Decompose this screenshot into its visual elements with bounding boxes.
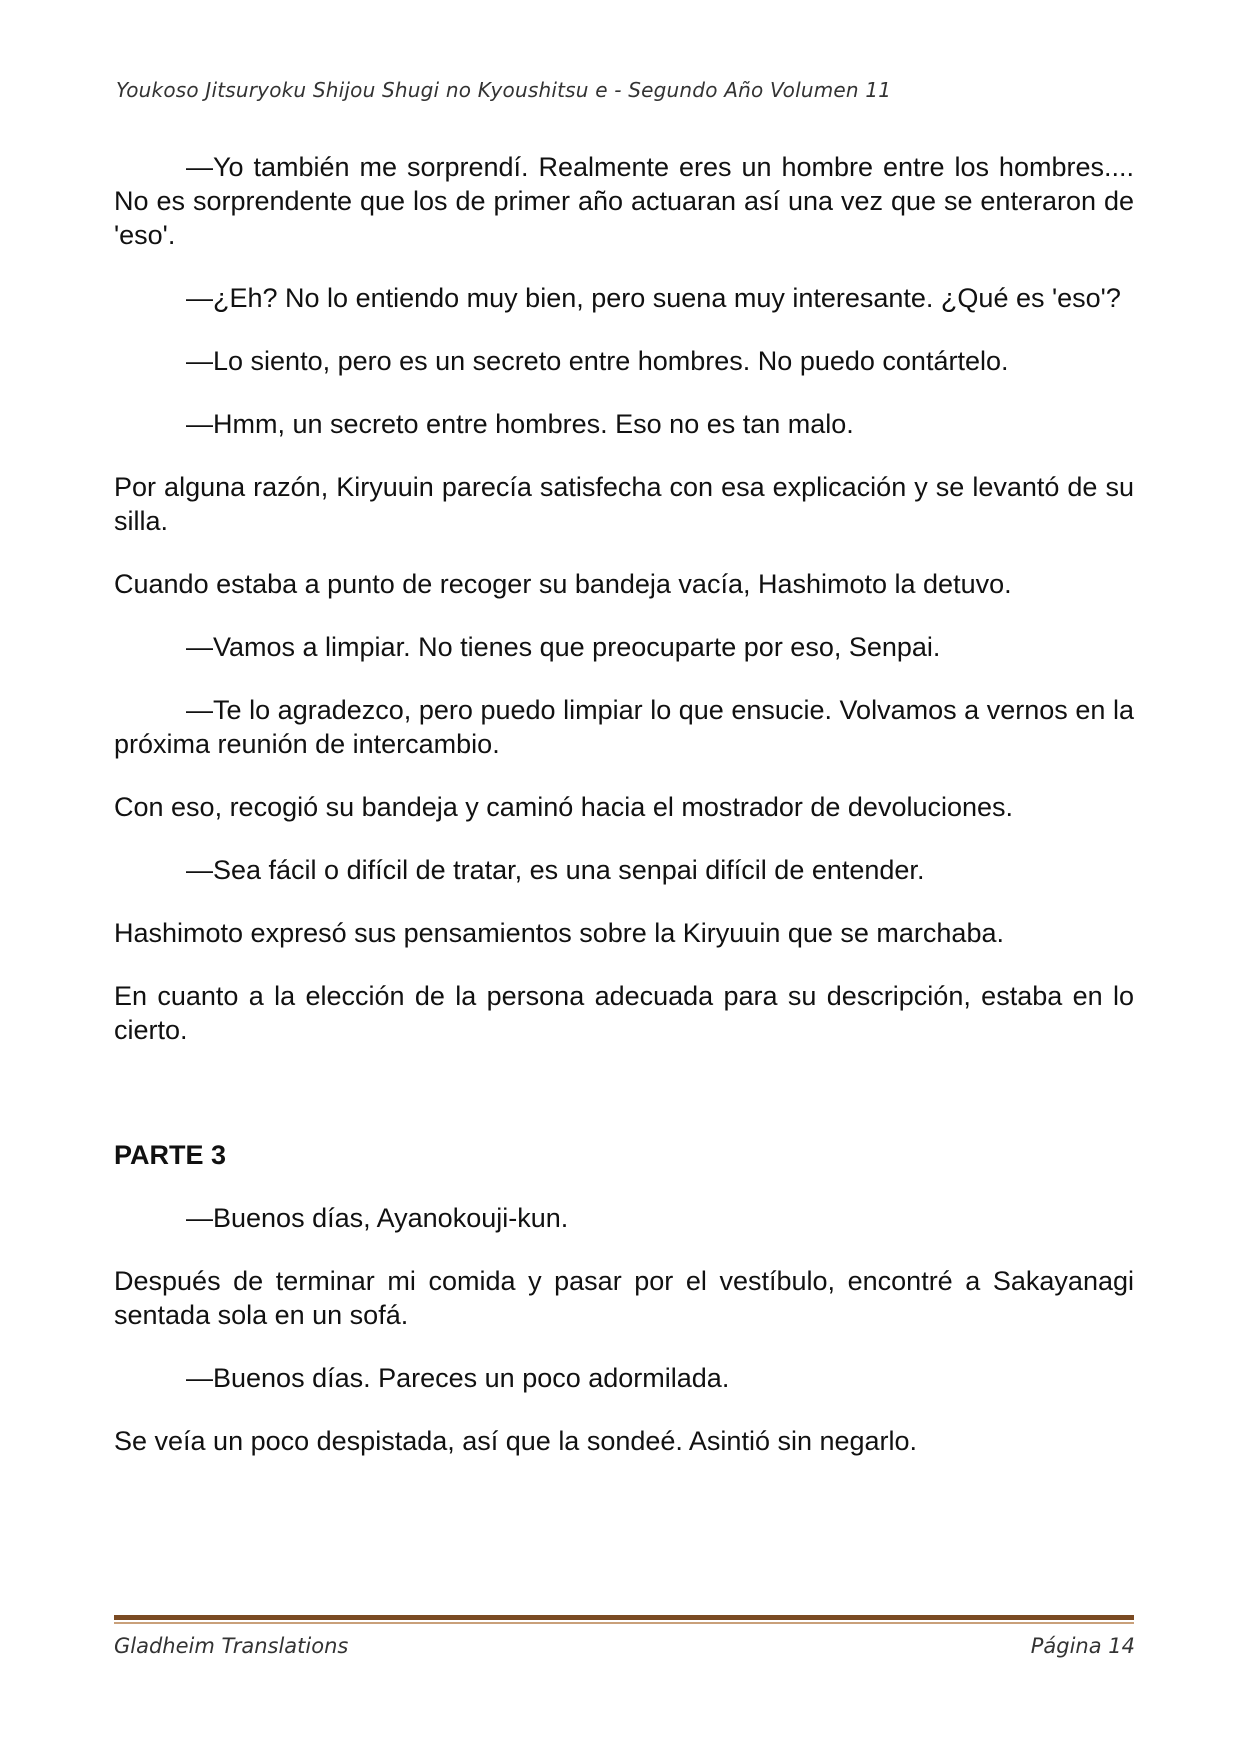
paragraph: En cuanto a la elección de la persona adecuada para su descripción, estaba en lo cierto. bbox=[114, 981, 1134, 1045]
footer-divider-accent bbox=[114, 1622, 1134, 1624]
paragraph: Por alguna razón, Kiryuuin parecía satisfecha con esa explicación y se levantó de su silla. bbox=[114, 472, 1134, 536]
running-header: Youkoso Jitsuryoku Shijou Shugi no Kyoushitsu e - Segundo Año Volumen 11 bbox=[116, 78, 892, 102]
paragraph: Se veía un poco despistada, así que la sondeé. Asintió sin negarlo. bbox=[114, 1426, 918, 1456]
page-number: Página 14 bbox=[1030, 1634, 1135, 1658]
paragraph: —Buenos días. Pareces un poco adormilada. bbox=[186, 1363, 730, 1393]
paragraph: —Te lo agradezco, pero puedo limpiar lo que ensucie. Volvamos a vernos en la próxima reunión de intercambio. bbox=[114, 695, 1134, 759]
paragraph: —¿Eh? No lo entiendo muy bien, pero suena muy interesante. ¿Qué es 'eso'? bbox=[186, 283, 1121, 313]
paragraph: Después de terminar mi comida y pasar por el vestíbulo, encontré a Sakayanagi sentada sola en un sofá. bbox=[114, 1266, 1134, 1330]
footer-divider bbox=[114, 1615, 1134, 1620]
paragraph: —Lo siento, pero es un secreto entre hombres. No puedo contártelo. bbox=[186, 346, 1009, 376]
page-body bbox=[114, 150, 1134, 1487]
footer-credit: Gladheim Translations bbox=[114, 1634, 349, 1658]
section-heading: PARTE 3 bbox=[114, 1140, 227, 1170]
paragraph: Hashimoto expresó sus pensamientos sobre la Kiryuuin que se marchaba. bbox=[114, 918, 1004, 948]
paragraph: —Hmm, un secreto entre hombres. Eso no es tan malo. bbox=[186, 409, 854, 439]
paragraph: Cuando estaba a punto de recoger su bandeja vacía, Hashimoto la detuvo. bbox=[114, 569, 1012, 599]
paragraph: —Yo también me sorprendí. Realmente eres un hombre entre los hombres.... No es sorprendente que los de primer año actuaran así una vez que se enteraron de 'eso'. bbox=[114, 152, 1134, 250]
paragraph: Con eso, recogió su bandeja y caminó hacia el mostrador de devoluciones. bbox=[114, 792, 1014, 822]
paragraph: —Vamos a limpiar. No tienes que preocuparte por eso, Senpai. bbox=[186, 632, 941, 662]
paragraph: —Sea fácil o difícil de tratar, es una senpai difícil de entender. bbox=[186, 855, 925, 885]
paragraph: —Buenos días, Ayanokouji-kun. bbox=[186, 1203, 569, 1233]
